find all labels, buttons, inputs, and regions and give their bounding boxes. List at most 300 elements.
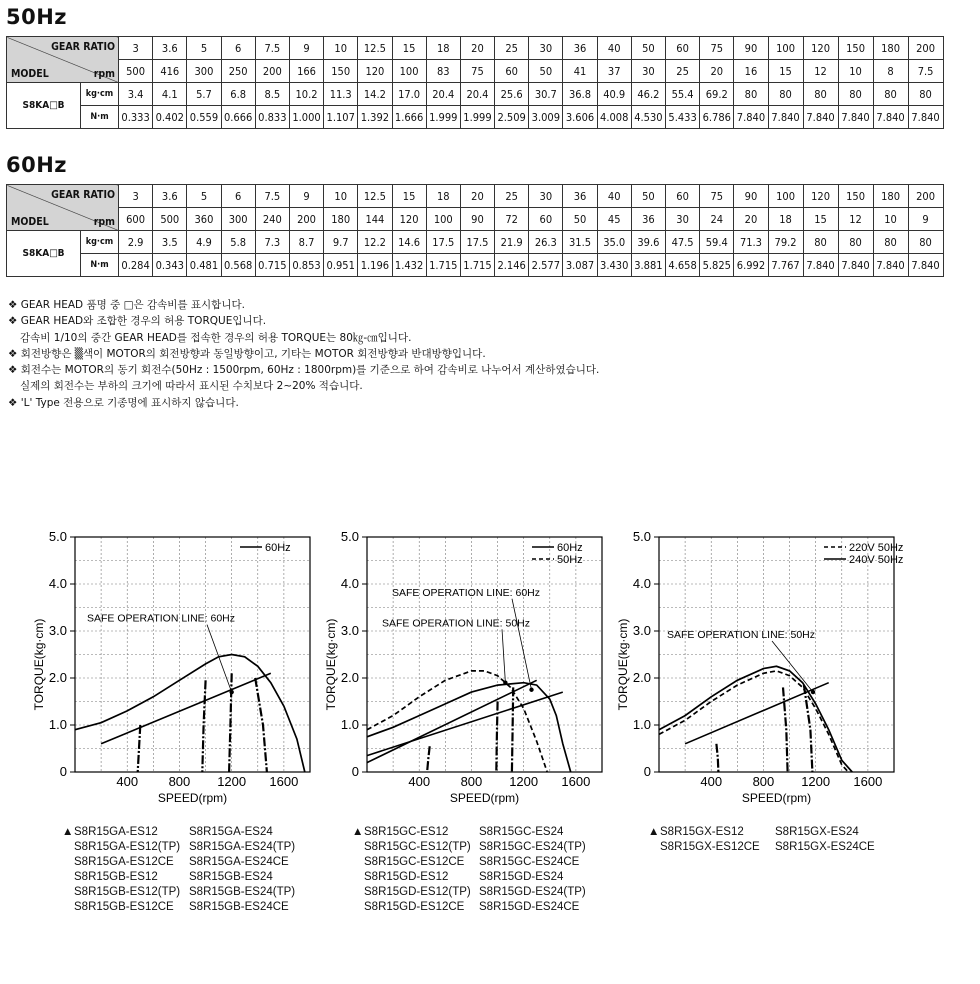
x-tick-label: 1200 xyxy=(509,774,539,789)
model-label: MODEL xyxy=(11,68,49,80)
legend-label: 240V 50Hz xyxy=(849,554,904,566)
torque-value-cell: 36.8 xyxy=(563,83,597,106)
torque-row xyxy=(7,106,944,129)
torque-value-cell: 4.658 xyxy=(666,254,700,277)
triangle-icon: ▲ xyxy=(352,826,364,838)
rpm-row xyxy=(7,60,944,83)
torque-value-cell: 3.5 xyxy=(153,231,187,254)
model-row xyxy=(352,825,586,840)
torque-value-cell: 5.433 xyxy=(666,106,700,129)
model-name: S8R15GC-ES12 xyxy=(364,826,449,838)
rpm-cell: 50 xyxy=(563,208,597,231)
ratio-cell: 100 xyxy=(768,37,803,60)
model-name: S8R15GA-ES24 xyxy=(189,826,273,838)
note-line: ❖ 회전수는 MOTOR의 동기 회전수(50Hz : 1500rpm, 60Hz : 1800rpm)를 기준으로 하여 감속비로 나누어서 계산하였습니다. xyxy=(8,364,600,377)
y-tick-label: 4.0 xyxy=(48,576,67,591)
x-tick-label: 400 xyxy=(408,774,431,789)
rpm-cell: 72 xyxy=(495,208,529,231)
x-tick-label: 1200 xyxy=(801,774,831,789)
torque-value-cell: 80 xyxy=(873,83,908,106)
rpm-cell: 150 xyxy=(324,60,358,83)
note-line: ❖ GEAR HEAD와 조합한 경우의 허용 TORQUE입니다. xyxy=(8,315,267,328)
torque-value-cell: 7.840 xyxy=(838,106,873,129)
torque-value-cell: 3.606 xyxy=(563,106,597,129)
model-label: MODEL xyxy=(11,216,49,228)
rpm-cell: 416 xyxy=(153,60,187,83)
ratio-cell: 9 xyxy=(289,185,323,208)
torque-value-cell: 10.2 xyxy=(289,83,323,106)
torque-value-cell: 3.087 xyxy=(563,254,597,277)
model-name: S8R15GD-ES12 xyxy=(364,871,449,884)
torque-value-cell: 2.146 xyxy=(495,254,529,277)
model-row xyxy=(62,825,295,840)
torque-value-cell: 59.4 xyxy=(700,231,734,254)
y-tick-label: 5.0 xyxy=(340,529,359,544)
torque-value-cell: 31.5 xyxy=(563,231,597,254)
ratio-cell: 3 xyxy=(119,37,153,60)
model-row xyxy=(352,855,586,870)
drop-curve xyxy=(716,744,718,772)
x-axis-label: SPEED(rpm) xyxy=(741,791,812,805)
legend-label: 50Hz xyxy=(557,554,583,566)
y-tick-label: 1.0 xyxy=(632,717,651,732)
drop-curve xyxy=(512,687,513,772)
torque-value-cell: 2.577 xyxy=(529,254,563,277)
torque-row xyxy=(7,231,944,254)
x-tick-label: 1200 xyxy=(217,774,247,789)
rpm-cell: 8 xyxy=(873,60,908,83)
gear-ratio-label: GEAR RATIO xyxy=(51,189,115,201)
model-name: S8R15GB-ES24 xyxy=(189,871,273,884)
ratio-cell: 60 xyxy=(666,37,700,60)
spec-table-50hz xyxy=(6,36,944,129)
model-name: S8R15GB-ES12(TP) xyxy=(74,886,181,899)
note-line: 실제의 회전수는 부하의 크기에 따라서 표시된 수치보다 2~20% 적습니다. xyxy=(20,380,363,393)
model-name: S8R15GD-ES24(TP) xyxy=(479,886,586,899)
rpm-cell: 45 xyxy=(597,208,631,231)
model-name: S8R15GC-ES24(TP) xyxy=(479,841,586,854)
torque-value-cell: 2.9 xyxy=(119,231,153,254)
ratio-cell: 200 xyxy=(908,185,943,208)
y-tick-label: 4.0 xyxy=(340,576,359,591)
annotation-arrowhead xyxy=(503,681,507,685)
torque-value-cell: 7.840 xyxy=(873,254,908,277)
torque-value-cell: 6.8 xyxy=(221,83,255,106)
torque-value-cell: 80 xyxy=(838,231,873,254)
ratio-cell: 200 xyxy=(908,37,943,60)
rpm-cell: 12 xyxy=(803,60,838,83)
rpm-cell: 75 xyxy=(460,60,494,83)
torque-value-cell: 0.853 xyxy=(289,254,323,277)
rpm-cell: 37 xyxy=(597,60,631,83)
torque-value-cell: 71.3 xyxy=(734,231,768,254)
torque-value-cell: 0.402 xyxy=(153,106,187,129)
rpm-cell: 600 xyxy=(119,208,153,231)
y-tick-label: 3.0 xyxy=(48,623,67,638)
model-row xyxy=(648,825,875,840)
model-name: S8R15GD-ES24CE xyxy=(479,901,580,914)
torque-value-cell: 5.825 xyxy=(700,254,734,277)
model-name-cell: S8KA□B xyxy=(7,83,81,129)
torque-value-cell: 80 xyxy=(908,231,943,254)
y-axis-label: TORQUE(kg·cm) xyxy=(32,618,46,711)
model-name: S8R15GA-ES12(TP) xyxy=(74,841,181,854)
torque-value-cell: 7.840 xyxy=(734,106,768,129)
ratio-cell: 20 xyxy=(460,185,494,208)
x-tick-label: 400 xyxy=(116,774,139,789)
model-row xyxy=(62,885,295,900)
x-tick-label: 800 xyxy=(752,774,775,789)
x-tick-label: 1600 xyxy=(853,774,883,789)
ratio-cell: 90 xyxy=(734,37,768,60)
ratio-cell: 12.5 xyxy=(358,185,392,208)
y-tick-label: 1.0 xyxy=(48,717,67,732)
torque-value-cell: 8.7 xyxy=(289,231,323,254)
torque-value-cell: 1.666 xyxy=(392,106,426,129)
rpm-cell: 7.5 xyxy=(908,60,943,83)
torque-value-cell: 7.840 xyxy=(873,106,908,129)
annotation-arrowhead xyxy=(811,690,815,694)
y-tick-label: 2.0 xyxy=(632,670,651,685)
x-axis-label: SPEED(rpm) xyxy=(157,791,228,805)
safe-operation-label: SAFE OPERATION LINE: 50Hz xyxy=(667,629,816,642)
annotation-leader xyxy=(207,625,232,693)
rpm-cell: 300 xyxy=(187,60,221,83)
ratio-cell: 120 xyxy=(803,185,838,208)
torque-value-cell: 39.6 xyxy=(631,231,665,254)
torque-value-cell: 4.530 xyxy=(631,106,665,129)
ratio-cell: 7.5 xyxy=(255,185,289,208)
rpm-cell: 300 xyxy=(221,208,255,231)
model-name: S8R15GA-ES12CE xyxy=(74,856,174,869)
torque-value-cell: 0.833 xyxy=(255,106,289,129)
ratio-cell: 30 xyxy=(529,37,563,60)
rpm-cell: 25 xyxy=(666,60,700,83)
safe-operation-label: SAFE OPERATION LINE: 60Hz xyxy=(87,612,236,625)
unit-cell: N·m xyxy=(81,106,119,129)
ratio-cell: 3.6 xyxy=(153,185,187,208)
rpm-cell: 16 xyxy=(734,60,768,83)
rpm-cell: 9 xyxy=(908,208,943,231)
y-tick-label: 0 xyxy=(643,764,651,779)
torque-value-cell: 17.5 xyxy=(460,231,494,254)
ratio-cell: 5 xyxy=(187,37,221,60)
rpm-cell: 500 xyxy=(153,208,187,231)
torque-value-cell: 3.009 xyxy=(529,106,563,129)
model-name: S8R15GB-ES12 xyxy=(74,871,158,884)
ratio-cell: 10 xyxy=(324,185,358,208)
unit-cell: N·m xyxy=(81,254,119,277)
torque-value-cell: 7.840 xyxy=(803,254,838,277)
model-row xyxy=(352,840,586,855)
series-line xyxy=(367,671,547,772)
series-line xyxy=(75,655,305,773)
model-name: S8R15GB-ES12CE xyxy=(74,901,174,914)
torque-value-cell: 7.3 xyxy=(255,231,289,254)
torque-value-cell: 3.881 xyxy=(631,254,665,277)
torque-value-cell: 30.7 xyxy=(529,83,563,106)
y-axis-label: TORQUE(kg·cm) xyxy=(324,618,338,711)
torque-value-cell: 0.666 xyxy=(221,106,255,129)
torque-value-cell: 7.840 xyxy=(768,106,803,129)
rpm-cell: 90 xyxy=(460,208,494,231)
torque-value-cell: 1.196 xyxy=(358,254,392,277)
rpm-label: rpm xyxy=(93,216,115,228)
torque-value-cell: 1.392 xyxy=(358,106,392,129)
ratio-cell: 3.6 xyxy=(153,37,187,60)
ratio-cell: 6 xyxy=(221,37,255,60)
torque-value-cell: 80 xyxy=(803,83,838,106)
model-row xyxy=(648,840,875,855)
x-tick-label: 400 xyxy=(700,774,723,789)
torque-value-cell: 7.840 xyxy=(908,254,943,277)
torque-value-cell: 80 xyxy=(838,83,873,106)
rpm-cell: 15 xyxy=(768,60,803,83)
rpm-cell: 200 xyxy=(289,208,323,231)
note-line: ❖ GEAR HEAD 품명 중 □은 감속비를 표시합니다. xyxy=(8,299,245,311)
torque-value-cell: 80 xyxy=(803,231,838,254)
torque-value-cell: 0.481 xyxy=(187,254,221,277)
ratio-cell: 150 xyxy=(838,185,873,208)
model-name: S8R15GD-ES12CE xyxy=(364,901,465,914)
chart-grid xyxy=(659,537,894,772)
rpm-cell: 36 xyxy=(631,208,665,231)
torque-value-cell: 1.999 xyxy=(460,106,494,129)
torque-value-cell: 14.2 xyxy=(358,83,392,106)
ratio-cell: 40 xyxy=(597,185,631,208)
model-list-1 xyxy=(62,825,295,916)
ratio-cell: 3 xyxy=(119,185,153,208)
ratio-cell: 50 xyxy=(631,37,665,60)
ratio-cell: 15 xyxy=(392,37,426,60)
rpm-cell: 250 xyxy=(221,60,255,83)
drop-curve xyxy=(427,746,430,772)
model-row xyxy=(62,840,295,855)
legend-label: 220V 50Hz xyxy=(849,542,904,554)
rpm-cell: 15 xyxy=(803,208,838,231)
torque-value-cell: 79.2 xyxy=(768,231,803,254)
rpm-cell: 83 xyxy=(426,60,460,83)
torque-value-cell: 1.715 xyxy=(460,254,494,277)
torque-value-cell: 8.5 xyxy=(255,83,289,106)
annotation-leader xyxy=(512,599,532,690)
torque-value-cell: 5.7 xyxy=(187,83,221,106)
model-row xyxy=(352,870,586,885)
rpm-cell: 30 xyxy=(631,60,665,83)
notes xyxy=(8,297,599,411)
y-tick-label: 0 xyxy=(351,764,359,779)
ratio-cell: 75 xyxy=(700,185,734,208)
header-diagonal-cell xyxy=(7,37,119,83)
torque-value-cell: 40.9 xyxy=(597,83,631,106)
torque-value-cell: 11.3 xyxy=(324,83,358,106)
ratio-cell: 90 xyxy=(734,185,768,208)
torque-value-cell: 25.6 xyxy=(495,83,529,106)
y-tick-label: 3.0 xyxy=(340,623,359,638)
ratio-row xyxy=(7,37,944,60)
model-name: S8R15GB-ES24CE xyxy=(189,901,289,914)
model-row xyxy=(62,870,295,885)
series-line xyxy=(367,683,571,772)
ratio-cell: 60 xyxy=(666,185,700,208)
torque-value-cell: 6.992 xyxy=(734,254,768,277)
ratio-cell: 25 xyxy=(495,37,529,60)
rpm-cell: 120 xyxy=(392,208,426,231)
x-tick-label: 800 xyxy=(460,774,483,789)
model-name: S8R15GC-ES12(TP) xyxy=(364,841,471,854)
triangle-icon: ▲ xyxy=(648,826,660,838)
ratio-cell: 120 xyxy=(803,37,838,60)
rpm-cell: 180 xyxy=(324,208,358,231)
ratio-cell: 9 xyxy=(289,37,323,60)
torque-value-cell: 1.107 xyxy=(324,106,358,129)
gear-ratio-label: GEAR RATIO xyxy=(51,41,115,53)
ratio-cell: 75 xyxy=(700,37,734,60)
torque-value-cell: 0.559 xyxy=(187,106,221,129)
x-tick-label: 800 xyxy=(168,774,191,789)
safe-operation-line xyxy=(101,673,271,744)
ratio-cell: 30 xyxy=(529,185,563,208)
rpm-cell: 20 xyxy=(700,60,734,83)
model-name: S8R15GC-ES24 xyxy=(479,826,564,838)
torque-value-cell: 7.767 xyxy=(768,254,803,277)
rpm-cell: 60 xyxy=(529,208,563,231)
ratio-cell: 50 xyxy=(631,185,665,208)
triangle-icon: ▲ xyxy=(62,826,74,838)
rpm-cell: 20 xyxy=(734,208,768,231)
x-axis-label: SPEED(rpm) xyxy=(449,791,520,805)
safe-operation-label: SAFE OPERATION LINE: 60Hz xyxy=(392,586,541,599)
rpm-cell: 12 xyxy=(838,208,873,231)
torque-value-cell: 17.5 xyxy=(426,231,460,254)
torque-row xyxy=(7,254,944,277)
y-tick-label: 2.0 xyxy=(340,670,359,685)
torque-value-cell: 21.9 xyxy=(495,231,529,254)
torque-row xyxy=(7,83,944,106)
note-line: 감속비 1/10의 중간 GEAR HEAD를 접속한 경우의 허용 TORQUE는 80㎏-㎝입니다. xyxy=(20,331,412,344)
torque-value-cell: 80 xyxy=(908,83,943,106)
rpm-label: rpm xyxy=(93,68,115,80)
model-name: S8R15GX-ES12CE xyxy=(660,841,760,854)
header-diagonal-cell xyxy=(7,185,119,231)
annotation-leader xyxy=(502,629,505,682)
y-tick-label: 2.0 xyxy=(48,670,67,685)
torque-value-cell: 4.9 xyxy=(187,231,221,254)
safe-operation-label: SAFE OPERATION LINE: 50Hz xyxy=(382,617,531,630)
rpm-cell: 120 xyxy=(358,60,392,83)
ratio-cell: 18 xyxy=(426,185,460,208)
annotation-arrowhead xyxy=(229,690,233,694)
rpm-cell: 50 xyxy=(529,60,563,83)
ratio-cell: 180 xyxy=(873,185,908,208)
torque-chart-2 xyxy=(312,525,592,815)
chart-grid xyxy=(75,537,310,772)
torque-value-cell: 7.840 xyxy=(838,254,873,277)
ratio-row xyxy=(7,185,944,208)
torque-value-cell: 1.999 xyxy=(426,106,460,129)
torque-value-cell: 0.715 xyxy=(255,254,289,277)
torque-value-cell: 80 xyxy=(873,231,908,254)
title-50hz: 50Hz xyxy=(6,5,68,29)
ratio-cell: 10 xyxy=(324,37,358,60)
ratio-cell: 36 xyxy=(563,37,597,60)
torque-value-cell: 9.7 xyxy=(324,231,358,254)
torque-value-cell: 7.840 xyxy=(803,106,838,129)
torque-value-cell: 17.0 xyxy=(392,83,426,106)
torque-value-cell: 0.568 xyxy=(221,254,255,277)
unit-cell: kg·cm xyxy=(81,83,119,106)
rpm-cell: 200 xyxy=(255,60,289,83)
model-list-2 xyxy=(352,825,586,916)
torque-value-cell: 3.4 xyxy=(119,83,153,106)
ratio-cell: 6 xyxy=(221,185,255,208)
y-tick-label: 4.0 xyxy=(632,576,651,591)
ratio-cell: 15 xyxy=(392,185,426,208)
drop-curve xyxy=(138,725,141,772)
rpm-cell: 360 xyxy=(187,208,221,231)
model-row xyxy=(352,900,586,915)
rpm-cell: 18 xyxy=(768,208,803,231)
torque-value-cell: 0.951 xyxy=(324,254,358,277)
model-name: S8R15GX-ES12 xyxy=(660,826,744,838)
torque-value-cell: 7.840 xyxy=(908,106,943,129)
drop-curve xyxy=(804,685,813,772)
ratio-cell: 25 xyxy=(495,185,529,208)
x-tick-label: 1600 xyxy=(269,774,299,789)
safe-operation-line xyxy=(685,683,829,744)
ratio-cell: 150 xyxy=(838,37,873,60)
ratio-cell: 36 xyxy=(563,185,597,208)
rpm-cell: 41 xyxy=(563,60,597,83)
torque-value-cell: 4.1 xyxy=(153,83,187,106)
note-line: ❖ 'L' Type 전용으로 기종명에 표시하지 않습니다. xyxy=(8,396,239,409)
model-row xyxy=(62,900,295,915)
torque-value-cell: 2.509 xyxy=(495,106,529,129)
model-name: S8R15GC-ES24CE xyxy=(479,856,580,869)
model-name: S8R15GD-ES24 xyxy=(479,871,564,884)
rpm-cell: 240 xyxy=(255,208,289,231)
ratio-cell: 20 xyxy=(460,37,494,60)
ratio-cell: 12.5 xyxy=(358,37,392,60)
torque-value-cell: 14.6 xyxy=(392,231,426,254)
annotation-arrowhead xyxy=(529,688,533,692)
drop-curve xyxy=(202,680,205,772)
rpm-cell: 10 xyxy=(838,60,873,83)
torque-value-cell: 3.430 xyxy=(597,254,631,277)
rpm-cell: 100 xyxy=(392,60,426,83)
rpm-row xyxy=(7,208,944,231)
model-name: S8R15GX-ES24 xyxy=(775,826,859,838)
spec-table-60hz xyxy=(6,184,944,277)
torque-value-cell: 0.343 xyxy=(153,254,187,277)
torque-value-cell: 0.333 xyxy=(119,106,153,129)
title-60hz: 60Hz xyxy=(6,153,68,177)
torque-value-cell: 35.0 xyxy=(597,231,631,254)
rpm-cell: 166 xyxy=(289,60,323,83)
ratio-cell: 18 xyxy=(426,37,460,60)
legend-label: 60Hz xyxy=(557,542,583,554)
ratio-cell: 40 xyxy=(597,37,631,60)
unit-cell: kg·cm xyxy=(81,231,119,254)
rpm-cell: 100 xyxy=(426,208,460,231)
y-tick-label: 3.0 xyxy=(632,623,651,638)
model-name: S8R15GC-ES12CE xyxy=(364,856,465,869)
torque-chart-1 xyxy=(20,525,300,815)
rpm-cell: 144 xyxy=(358,208,392,231)
y-tick-label: 1.0 xyxy=(340,717,359,732)
model-name: S8R15GB-ES24(TP) xyxy=(189,886,296,899)
torque-value-cell: 20.4 xyxy=(460,83,494,106)
